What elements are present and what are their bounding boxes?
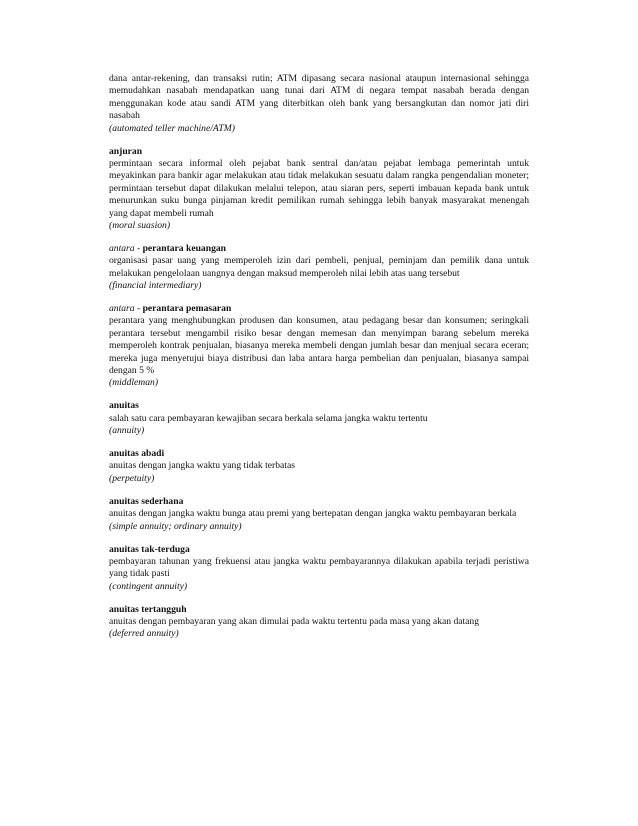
entry-term: perantara pemasaran xyxy=(142,303,232,314)
entry-english-term: (perpetuity) xyxy=(109,472,155,484)
entry-definition: organisasi pasar uang yang memperoleh izin dari pembeli, penjual, peminjam dan pemilik dana untuk melakukan pengelolaan uangnya dengan maksud memperoleh nilai lebih atas uang tersebut xyxy=(109,255,529,279)
entry-term: anuitas tertangguh xyxy=(109,603,187,615)
entry-definition: perantara yang menghubungkan produsen dan konsumen, atau pedagang besar dan konsumen; seringkali perantara tersebut mengambil risiko besar dengan memesan dan menyimpan barang sebelum mereka memperoleh kontrak penjualan, biasanya mereka membeli dengan jumlah besar dan menjual secara eceran; mereka juga menyetujui biaya distribusi dan laba antara harga pembelian dan penjualan, biasanya sampai dengan 5 % xyxy=(109,315,529,377)
entry-heading xyxy=(109,496,529,508)
entry-term: anjuran xyxy=(109,145,143,157)
entry-heading xyxy=(109,303,529,315)
entry-term: anuitas sederhana xyxy=(109,495,184,507)
entry-heading xyxy=(109,146,529,158)
entry-english-term: (simple annuity; ordinary annuity) xyxy=(109,520,242,532)
glossary-entry-anuitas-abadi xyxy=(109,448,529,485)
glossary-entry-anuitas-tak-terduga xyxy=(109,544,529,594)
entry-prefix: antara - xyxy=(109,303,143,314)
entry-definition: permintaan secara informal oleh pejabat bank sentral dan/atau pejabat lembaga pemerintah untuk meyakinkan para bankir agar melakukan atau tidak melakukan sesuatu dalam rangka pengendalian moneter; permintaan tersebut dapat dilakukan melalui telepon, atau siaran pers, seperti imbauan kepada bank untuk menurunkan suku bunga pinjaman kredit pemilikan rumah sehingga lebih banyak masyarakat menengah yang dapat membeli rumah xyxy=(109,157,529,219)
entry-definition: salah satu cara pembayaran kewajiban secara berkala selama jangka waktu tertentu xyxy=(109,412,428,424)
entry-heading xyxy=(109,400,529,412)
entry-english-term: (deferred annuity) xyxy=(109,628,179,640)
entry-english-term: (annuity) xyxy=(109,425,145,437)
entry-term: anuitas abadi xyxy=(109,448,165,460)
entry-definition: anuitas dengan pembayaran yang akan dimulai pada waktu tertentu pada masa yang akan datang xyxy=(109,616,480,628)
entry-definition: pembayaran tahunan yang frekuensi atau jangka waktu pembayarannya dilakukan apabila terjadi peristiwa yang tidak pasti xyxy=(109,555,529,580)
entry-term: anuitas xyxy=(109,400,139,412)
glossary-entry-anuitas xyxy=(109,400,529,437)
glossary-entry-perantara-keuangan xyxy=(109,243,529,293)
entry-term: anuitas tak-terduga xyxy=(109,543,190,555)
glossary-entry-perantara-pemasaran xyxy=(109,303,529,390)
glossary-entry-anuitas-tertangguh xyxy=(109,604,529,641)
entry-definition: anuitas dengan jangka waktu yang tidak terbatas xyxy=(109,460,295,472)
entry-english-term: (contingent annuity) xyxy=(109,580,188,592)
entry-heading xyxy=(109,243,529,255)
glossary-entry-anuitas-sederhana xyxy=(109,496,529,533)
entry-definition: dana antar-rekening, dan transaksi rutin; ATM dipasang secara nasional ataupun internasional sehingga memudahkan nasabah mendapatkan uang tunai dari ATM di negara tempat nasabah berada dengan menggunakan kode atau sandi ATM yang diterbitkan oleh bank yang bersangkutan dan nomor jati diri nasabah xyxy=(109,73,529,122)
entry-english-term: (middleman) xyxy=(109,377,159,389)
glossary-page xyxy=(109,73,529,651)
entry-prefix: antara - xyxy=(109,242,143,254)
entry-definition: anuitas dengan jangka waktu bunga atau premi yang bertepatan dengan jangka waktu pembayaran berkala xyxy=(109,508,517,520)
entry-english-term: (automated teller machine/ATM) xyxy=(109,122,235,134)
glossary-entry-anjuran xyxy=(109,146,529,233)
entry-heading xyxy=(109,604,529,616)
entry-term: perantara keuangan xyxy=(142,242,226,254)
entry-heading xyxy=(109,544,529,556)
entry-english-term: (moral suasion) xyxy=(109,219,171,231)
entry-heading xyxy=(109,448,529,460)
entry-english-term: (financial intermediary) xyxy=(109,280,202,292)
glossary-entry-atm xyxy=(109,73,529,135)
